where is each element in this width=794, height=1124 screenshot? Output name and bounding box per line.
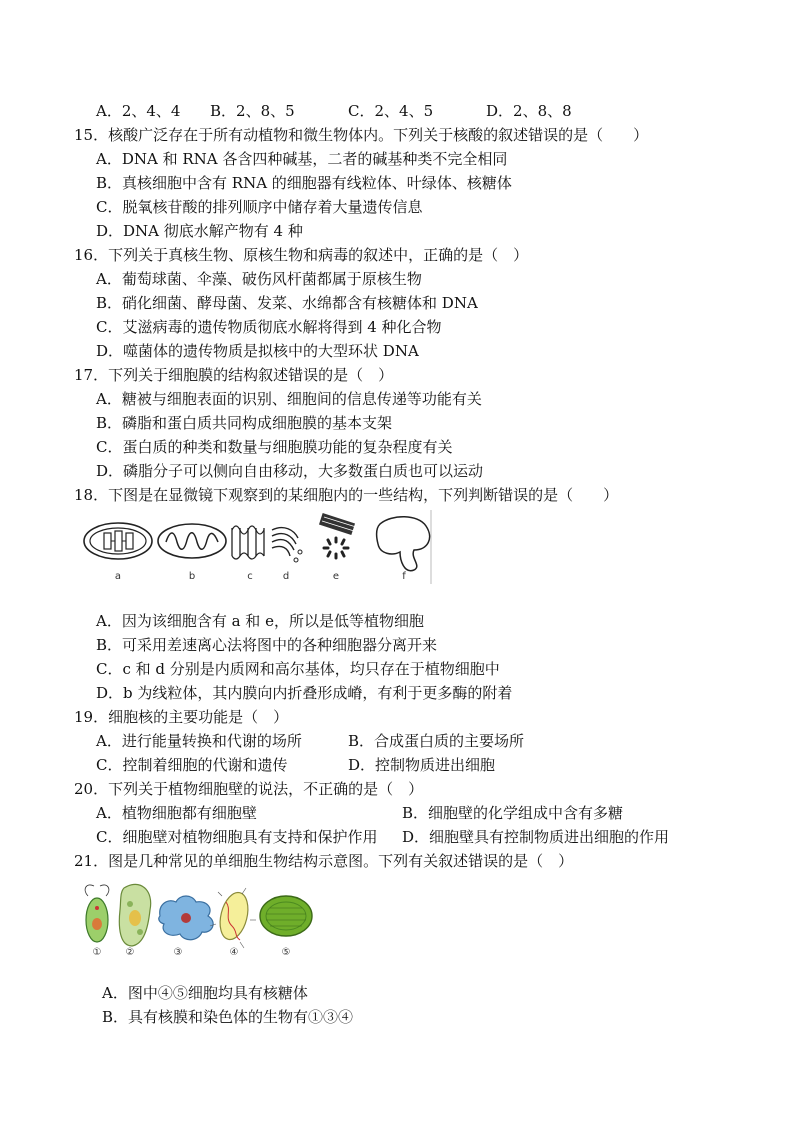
organelle-f-vacuole (377, 517, 430, 571)
q16-option-c: C．艾滋病毒的遗传物质彻底水解将得到 4 种化合物 (96, 318, 442, 336)
q17-option-b: B．磷脂和蛋白质共同构成细胞膜的基本支架 (96, 414, 393, 432)
q18-option-a: A．因为该细胞含有 a 和 e，所以是低等植物细胞 (96, 612, 424, 630)
q20-option-d: D．细胞壁具有控制物质进出细胞的作用 (402, 828, 670, 846)
q21-option-a: A．图中④⑤细胞均具有核糖体 (102, 984, 308, 1002)
q20-option-b: B．细胞壁的化学组成中含有多糖 (402, 804, 624, 822)
q19-stem: 19．细胞核的主要功能是（ ） (74, 708, 289, 726)
q16-option-b: B．硝化细菌、酵母菌、发菜、水绵都含有核糖体和 DNA (96, 294, 478, 312)
unicellular-organisms-figure (74, 876, 324, 958)
figure-label-e: e (332, 571, 340, 582)
q16-option-d: D．噬菌体的遗传物质是拟核中的大型环状 DNA (96, 342, 419, 360)
q17-option-d: D．磷脂分子可以侧向自由移动，大多数蛋白质也可以运动 (96, 462, 484, 480)
q17-option-a: A．糖被与细胞表面的识别、细胞间的信息传递等功能有关 (96, 390, 482, 408)
q18-option-c: C．c 和 d 分别是内质网和高尔基体，均只存在于植物细胞中 (96, 660, 500, 678)
q15-stem: 15．核酸广泛存在于所有动植物和微生物体内。下列关于核酸的叙述错误的是（ ） (74, 126, 649, 144)
organism-4-bacterium-icon (210, 888, 256, 948)
figure-label-f: f (402, 571, 406, 582)
q18-option-d: D．b 为线粒体，其内膜向内折叠形成嵴，有利于更多酶的附着 (96, 684, 513, 702)
organelle-c-er (232, 526, 264, 559)
figure-label-4: ④ (229, 947, 239, 958)
q15-option-d: D．DNA 彻底水解产物有 4 种 (96, 222, 303, 240)
figure-label-2: ② (125, 947, 135, 958)
q19-option-c: C．控制着细胞的代谢和遗传 (96, 756, 288, 774)
q20-stem: 20．下列关于植物细胞壁的说法，不正确的是（ ） (74, 780, 424, 798)
organism-2-paramecium-icon (119, 884, 150, 946)
organism-1-euglena-icon (85, 885, 109, 942)
q15-option-a: A．DNA 和 RNA 各含四种碱基，二者的碱基种类不完全相同 (96, 150, 508, 168)
q20-option-c: C．细胞壁对植物细胞具有支持和保护作用 (96, 828, 378, 846)
organelle-b-mitochondrion (158, 524, 226, 558)
q16-option-a: A．葡萄球菌、伞藻、破伤风杆菌都属于原核生物 (96, 270, 422, 288)
organism-3-amoeba-icon (159, 896, 213, 940)
organelle-e-centrosome (319, 513, 356, 558)
q20-option-a: A．植物细胞都有细胞壁 (96, 804, 257, 822)
q14-option-a: A．2、4、4 (96, 102, 181, 120)
figure-label-5: ⑤ (281, 947, 291, 958)
q21-option-b: B．具有核膜和染色体的生物有①③④ (102, 1008, 354, 1026)
figure-label-a: a (114, 571, 122, 582)
q14-option-b: B．2、8、5 (210, 102, 295, 120)
figure-label-1: ① (92, 947, 102, 958)
q18-stem: 18．下图是在显微镜下观察到的某细胞内的一些结构，下列判断错误的是（ ） (74, 486, 619, 504)
q14-option-d: D．2、8、8 (486, 102, 572, 120)
q17-option-c: C．蛋白质的种类和数量与细胞膜功能的复杂程度有关 (96, 438, 453, 456)
organelle-a-chloroplast (84, 523, 152, 559)
q18-option-b: B．可采用差速离心法将图中的各种细胞器分离开来 (96, 636, 438, 654)
q19-option-a: A．进行能量转换和代谢的场所 (96, 732, 302, 750)
figure-label-d: d (282, 571, 290, 582)
organelle-figure (74, 508, 436, 586)
organism-5-chlorella-icon (260, 896, 312, 936)
figure-label-b: b (188, 571, 196, 582)
q14-option-c: C．2、4、5 (348, 102, 434, 120)
figure-label-3: ③ (173, 947, 183, 958)
q21-stem: 21．图是几种常见的单细胞生物结构示意图。下列有关叙述错误的是（ ） (74, 852, 574, 870)
q19-option-b: B．合成蛋白质的主要场所 (348, 732, 525, 750)
q15-option-b: B．真核细胞中含有 RNA 的细胞器有线粒体、叶绿体、核糖体 (96, 174, 512, 192)
q15-option-c: C．脱氧核苷酸的排列顺序中储存着大量遗传信息 (96, 198, 423, 216)
q19-option-d: D．控制物质进出细胞 (348, 756, 496, 774)
q17-stem: 17．下列关于细胞膜的结构叙述错误的是（ ） (74, 366, 394, 384)
organelle-d-golgi (272, 528, 302, 562)
figure-label-c: c (247, 571, 253, 582)
q16-stem: 16．下列关于真核生物、原核生物和病毒的叙述中，正确的是（ ） (74, 246, 529, 264)
